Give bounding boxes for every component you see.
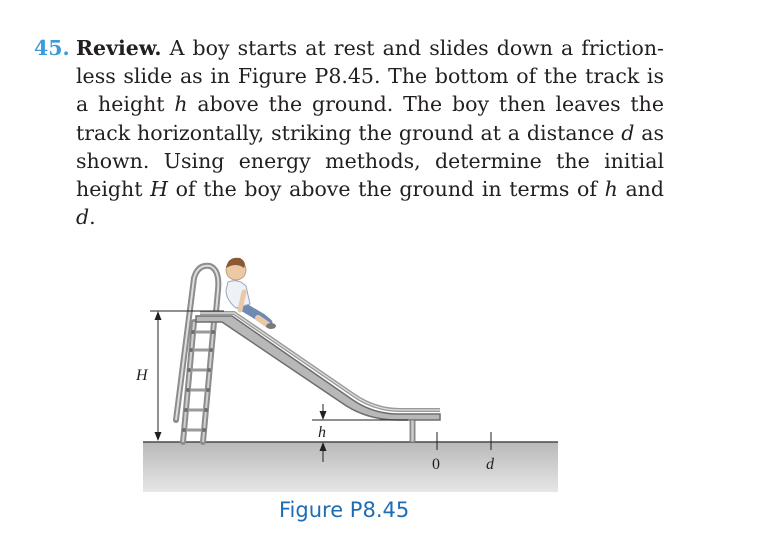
slide-chute [196, 313, 440, 442]
problem-line-3a: a height [76, 92, 175, 117]
figure-caption: Figure P8.45 [279, 498, 410, 522]
var-d-2: d [76, 205, 90, 230]
problem-line-6b: of the boy above the ground in terms of [168, 177, 605, 202]
problem-line-5: as shown. Using energy methods, determine the initial [76, 120, 664, 173]
problem-line-4a: track horizontally, striking the ground at a distance [76, 120, 622, 145]
ground [143, 442, 558, 492]
var-d: d [621, 120, 635, 145]
label-H: H [136, 367, 148, 384]
label-h: h [318, 424, 326, 441]
var-h: h [174, 92, 188, 117]
problem-line-3b: above the ground. The boy then leaves the [187, 92, 664, 117]
var-H: H [150, 177, 168, 202]
label-d: d [486, 456, 494, 473]
problem-number: 45. [34, 36, 70, 60]
ladder [176, 266, 218, 442]
problem-line-7a: and [625, 177, 664, 202]
problem-line-1: A boy starts at rest and slides down a friction- [161, 36, 664, 60]
label-zero: 0 [432, 456, 440, 473]
problem-line-7b: . [89, 205, 96, 230]
problem-line-2: less slide as in Figure P8.45. The bottom of the track is [76, 64, 664, 89]
problem-label: Review. [76, 36, 162, 60]
var-h-2: h [604, 177, 618, 202]
problem-line-6a: height [76, 177, 151, 202]
